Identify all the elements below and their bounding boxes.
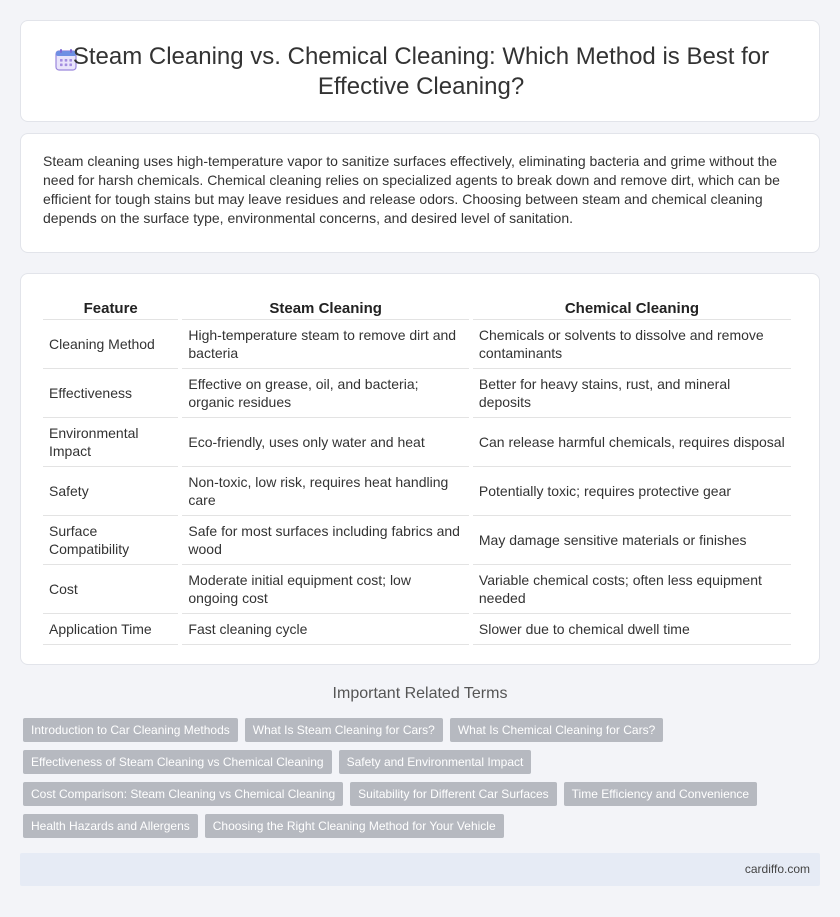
related-term-tag[interactable]: Cost Comparison: Steam Cleaning vs Chemical Cleaning	[23, 782, 343, 806]
feature-cell: Cost	[43, 565, 178, 614]
title-card	[20, 20, 820, 122]
tag-row	[23, 750, 803, 774]
header-steam-cleaning: Steam Cleaning	[182, 296, 469, 320]
comparison-table	[39, 296, 795, 645]
steam-cell: High-temperature steam to remove dirt and bacteria	[182, 320, 469, 369]
steam-cell: Safe for most surfaces including fabrics and wood	[182, 516, 469, 565]
steam-cell: Fast cleaning cycle	[182, 614, 469, 645]
chemical-cell: Potentially toxic; requires protective gear	[473, 467, 791, 516]
related-term-tag[interactable]: Safety and Environmental Impact	[339, 750, 532, 774]
steam-cell: Effective on grease, oil, and bacteria; organic residues	[182, 369, 469, 418]
header-feature: Feature	[43, 296, 178, 320]
tag-row	[23, 814, 803, 838]
feature-cell: Application Time	[43, 614, 178, 645]
feature-cell: Environmental Impact	[43, 418, 178, 467]
feature-cell: Cleaning Method	[43, 320, 178, 369]
table-row	[43, 467, 791, 516]
footer	[20, 853, 820, 886]
table-row	[43, 516, 791, 565]
related-terms-heading: Important Related Terms	[332, 685, 508, 702]
tag-row	[23, 782, 803, 806]
steam-cell: Non-toxic, low risk, requires heat handling care	[182, 467, 469, 516]
table-row	[43, 614, 791, 645]
feature-cell: Safety	[43, 467, 178, 516]
header-chemical-cleaning: Chemical Cleaning	[473, 296, 791, 320]
table-header-row	[43, 296, 791, 320]
related-term-tag[interactable]: What Is Steam Cleaning for Cars?	[245, 718, 443, 742]
table-row	[43, 320, 791, 369]
chemical-cell: May damage sensitive materials or finishes	[473, 516, 791, 565]
related-term-tag[interactable]: Effectiveness of Steam Cleaning vs Chemical Cleaning	[23, 750, 332, 774]
comparison-table-card	[20, 273, 820, 665]
table-row	[43, 418, 791, 467]
intro-paragraph: Steam cleaning uses high-temperature vapor to sanitize surfaces effectively, eliminating bacteria and grime without the need for harsh chemicals. Chemical cleaning relies on specialized agents to break down and remove dirt, which can be efficient for tough stains but may leave residues and release odors. Choosing between steam and chemical cleaning depends on the surface type, environmental concerns, and desired level of sanitation.	[43, 153, 780, 226]
steam-cell: Eco-friendly, uses only water and heat	[182, 418, 469, 467]
related-term-tag[interactable]: Health Hazards and Allergens	[23, 814, 198, 838]
footer-site-link[interactable]: cardiffo.com	[744, 862, 810, 876]
intro-card	[20, 133, 820, 253]
steam-cell: Moderate initial equipment cost; low ongoing cost	[182, 565, 469, 614]
related-terms-list	[23, 718, 803, 846]
related-term-tag[interactable]: What Is Chemical Cleaning for Cars?	[450, 718, 663, 742]
chemical-cell: Slower due to chemical dwell time	[473, 614, 791, 645]
related-term-tag[interactable]: Time Efficiency and Convenience	[564, 782, 757, 806]
feature-cell: Effectiveness	[43, 369, 178, 418]
table-row	[43, 369, 791, 418]
chemical-cell: Chemicals or solvents to dissolve and remove contaminants	[473, 320, 791, 369]
feature-cell: Surface Compatibility	[43, 516, 178, 565]
tag-row	[23, 718, 803, 742]
chemical-cell: Variable chemical costs; often less equipment needed	[473, 565, 791, 614]
chemical-cell: Better for heavy stains, rust, and mineral deposits	[473, 369, 791, 418]
related-term-tag[interactable]: Suitability for Different Car Surfaces	[350, 782, 557, 806]
chemical-cell: Can release harmful chemicals, requires disposal	[473, 418, 791, 467]
page-title: Steam Cleaning vs. Chemical Cleaning: Which Method is Best for Effective Cleaning?	[72, 43, 770, 100]
related-term-tag[interactable]: Choosing the Right Cleaning Method for Your Vehicle	[205, 814, 504, 838]
related-term-tag[interactable]: Introduction to Car Cleaning Methods	[23, 718, 238, 742]
table-row	[43, 565, 791, 614]
